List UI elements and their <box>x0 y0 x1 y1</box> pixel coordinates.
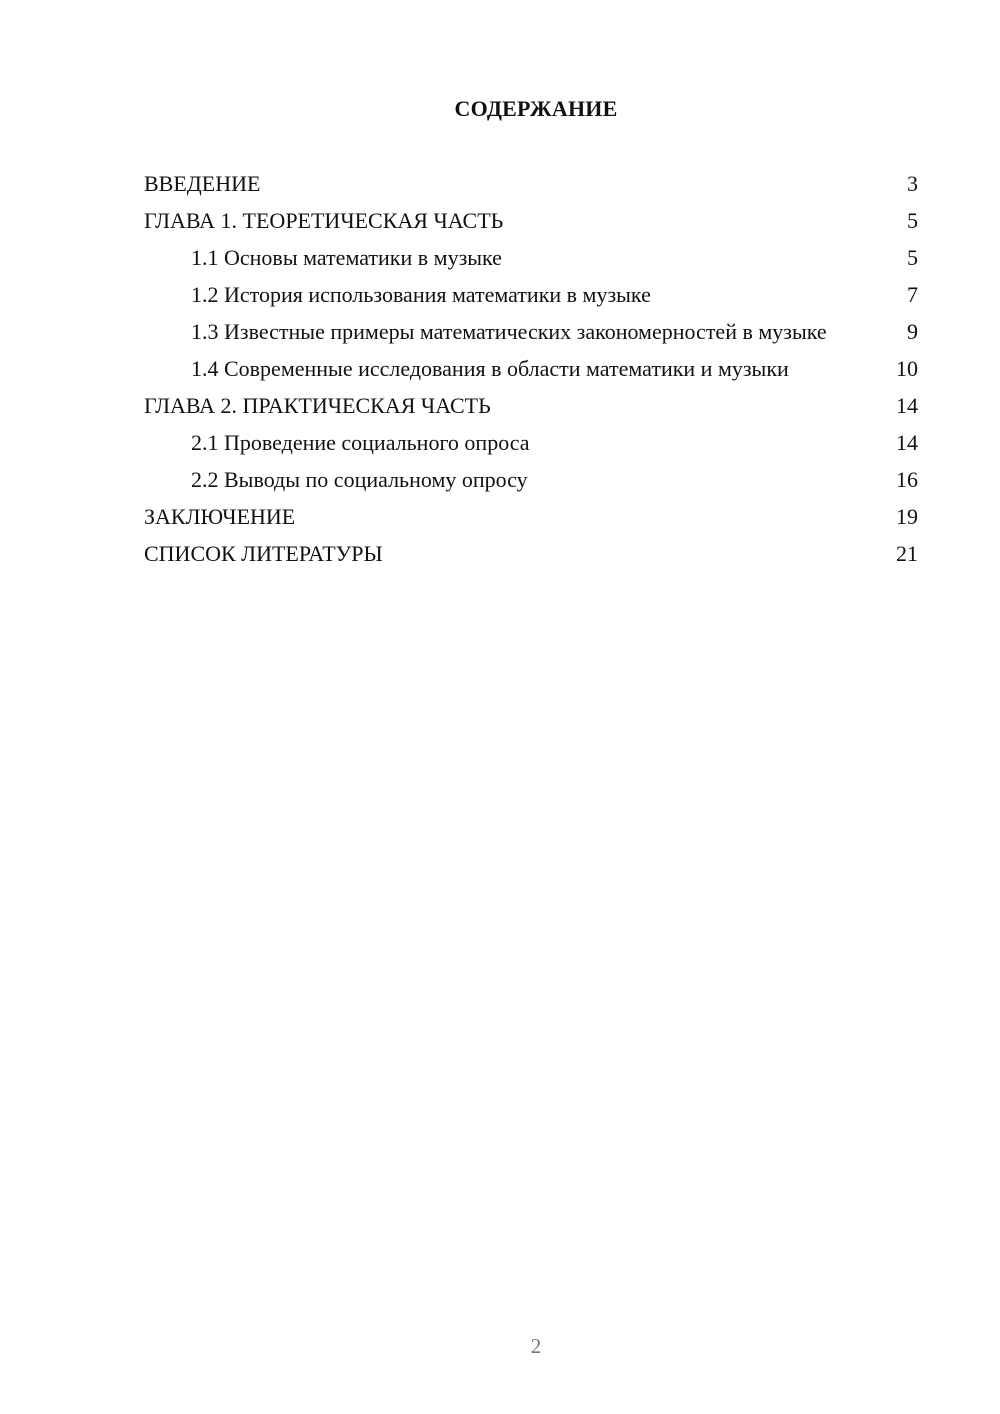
toc-entry-page: 3 <box>907 171 918 196</box>
toc-entry-chapter-1[interactable] <box>144 207 918 234</box>
toc-entry-label: ГЛАВА 1. ТЕОРЕТИЧЕСКАЯ ЧАСТЬ <box>144 208 504 233</box>
toc-entry-label: ВВЕДЕНИЕ <box>144 171 261 196</box>
toc-entry-conclusion[interactable] <box>144 503 918 530</box>
toc-entry-section-2-2[interactable] <box>144 466 918 493</box>
toc-entry-page: 5 <box>907 208 918 233</box>
toc-entry-section-1-2[interactable] <box>144 281 918 308</box>
toc-entry-page: 10 <box>896 356 918 381</box>
toc-entry-label: 1.1 Основы математики в музыке <box>191 245 502 270</box>
toc-entry-introduction[interactable] <box>144 170 918 197</box>
page-title: СОДЕРЖАНИЕ <box>454 96 618 121</box>
toc-entry-bibliography[interactable] <box>144 540 918 567</box>
toc-entry-label: 2.2 Выводы по социальному опросу <box>191 467 528 492</box>
toc-entry-label: 1.3 Известные примеры математических закономерностей в музыке <box>191 319 827 344</box>
toc-entry-label: ЗАКЛЮЧЕНИЕ <box>144 504 296 529</box>
toc-entry-page: 16 <box>896 467 918 492</box>
toc-entry-page: 21 <box>896 541 918 566</box>
toc-entry-page: 19 <box>896 504 918 529</box>
toc-entry-label: 1.4 Современные исследования в области математики и музыки <box>191 356 789 381</box>
toc-entry-page: 14 <box>896 393 918 418</box>
toc-entry-page: 7 <box>907 282 918 307</box>
toc-entry-chapter-2[interactable] <box>144 392 918 419</box>
page-number: 2 <box>530 1334 542 1358</box>
toc-entry-label: 2.1 Проведение социального опроса <box>191 430 530 455</box>
toc-entry-page: 5 <box>907 245 918 270</box>
toc-entry-page: 14 <box>896 430 918 455</box>
toc-entry-label: СПИСОК ЛИТЕРАТУРЫ <box>144 541 383 566</box>
table-of-contents <box>144 170 918 577</box>
toc-entry-label: 1.2 История использования математики в музыке <box>191 282 651 307</box>
toc-entry-section-1-4[interactable] <box>144 355 918 382</box>
toc-entry-section-1-1[interactable] <box>144 244 918 271</box>
toc-entry-section-2-1[interactable] <box>144 429 918 456</box>
toc-entry-label: ГЛАВА 2. ПРАКТИЧЕСКАЯ ЧАСТЬ <box>144 393 491 418</box>
toc-entry-section-1-3[interactable] <box>144 318 918 345</box>
toc-entry-page: 9 <box>907 319 918 344</box>
